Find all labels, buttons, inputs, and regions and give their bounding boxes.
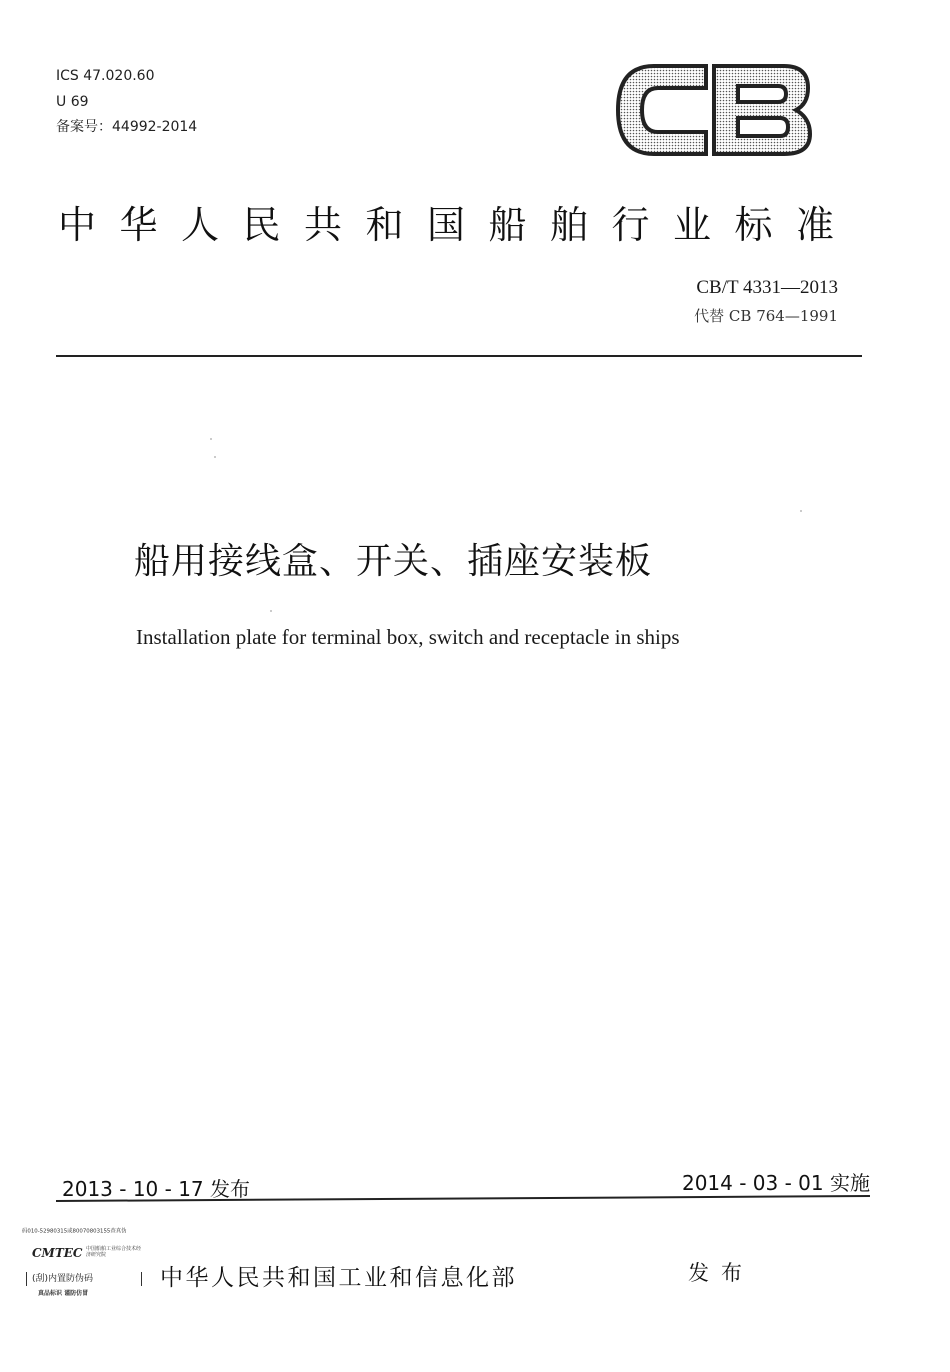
scan-speck [800, 510, 802, 512]
stamp-footer: 真品标识 谨防仿冒 [38, 1290, 89, 1297]
publish-label: 发布 [688, 1261, 754, 1285]
stamp-organization: 中国船舶工业综合技术经济研究院 [86, 1246, 142, 1258]
standard-category-title: 中华人民共和国船舶行业标准 [58, 203, 858, 247]
scan-speck [210, 438, 212, 440]
cmtec-logo-icon: CMTEC [32, 1246, 83, 1260]
stamp-verification-code: 码010-52980315或80070803155查真伪 [22, 1228, 127, 1235]
scan-speck [214, 456, 216, 458]
ics-code: ICS 47.020.60 [56, 68, 155, 84]
document-title-english: Installation plate for terminal box, switch and receptacle in ships [136, 625, 680, 649]
stamp-scratch-label: (刮)内置防伪码 [32, 1274, 94, 1284]
header-divider [56, 355, 862, 357]
replaces-standard: 代替 CB 764—1991 [694, 307, 838, 325]
issue-date: 2013 - 10 - 17 发布 [62, 1177, 251, 1201]
effective-date: 2014 - 03 - 01 实施 [681, 1171, 870, 1195]
standard-number: CB/T 4331—2013 [696, 277, 838, 298]
ccs-code: U 69 [56, 94, 89, 110]
anti-counterfeit-stamp [22, 1228, 144, 1304]
scan-speck [270, 610, 272, 612]
cb-logo-icon [614, 60, 814, 160]
issuing-authority: 中华人民共和国工业和信息化部 [160, 1265, 517, 1291]
record-number: 备案号：44992-2014 [56, 119, 198, 135]
document-title-chinese: 船用接线盒、开关、插座安装板 [134, 541, 653, 582]
